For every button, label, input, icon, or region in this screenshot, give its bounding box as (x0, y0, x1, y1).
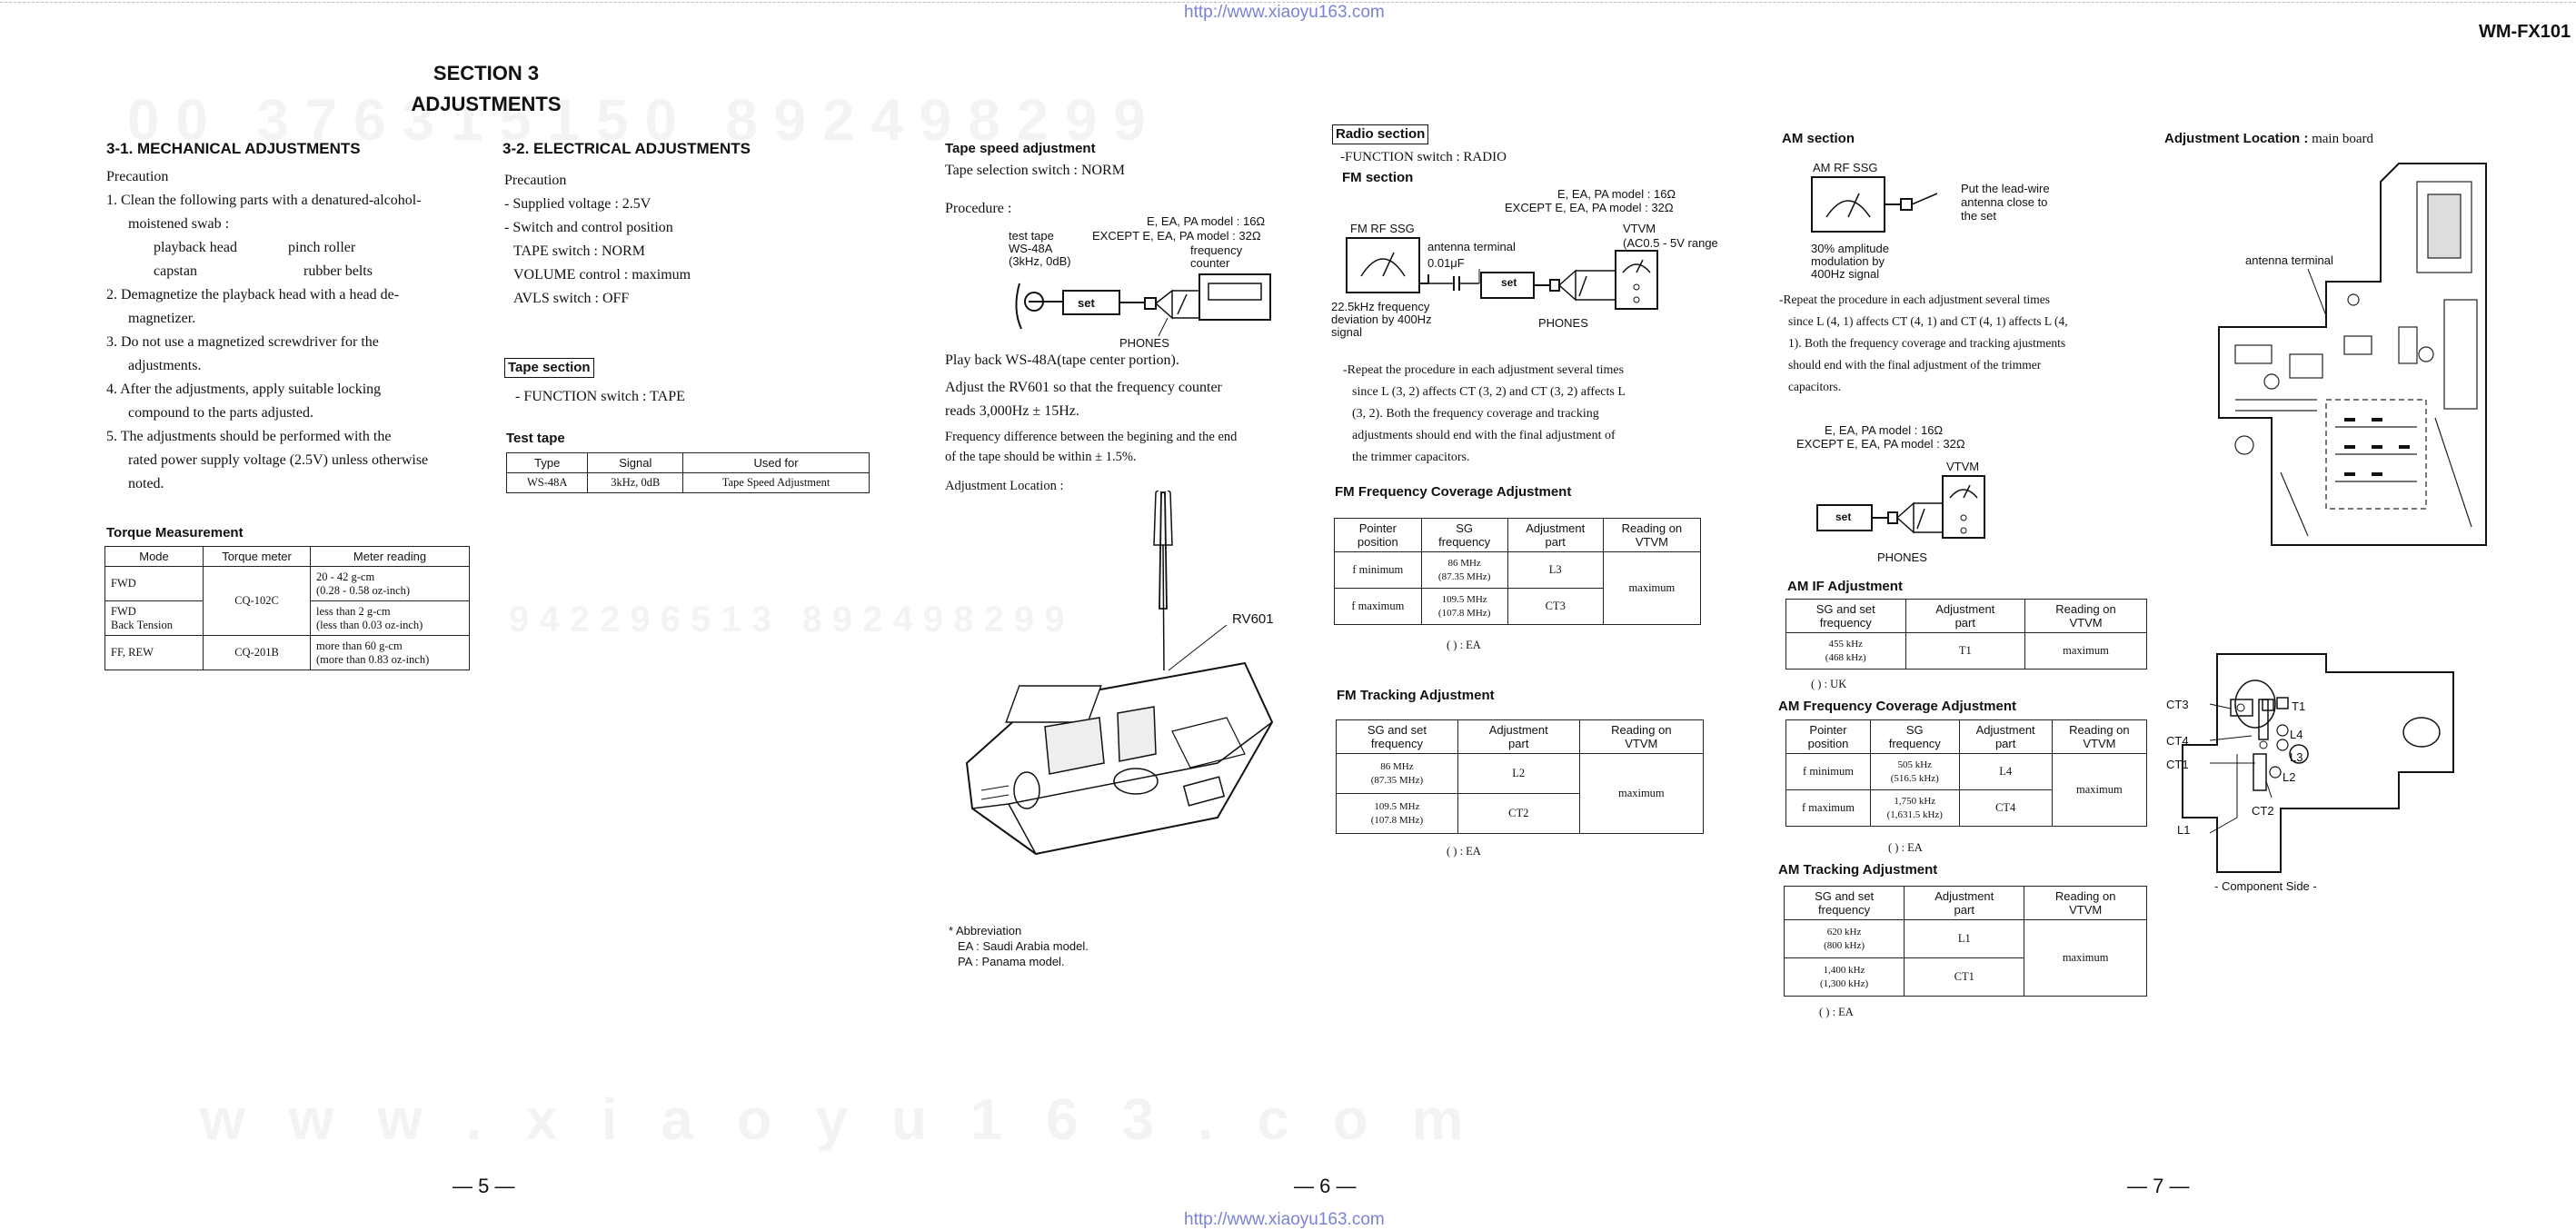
step-1-line-2: moistened swab : (128, 216, 230, 232)
top-rule (0, 2, 2576, 5)
torque-title: Torque Measurement (106, 525, 244, 541)
fmcov-h2b: frequency (1438, 535, 1491, 549)
fm-vtvm-box (1616, 251, 1657, 309)
part-pinch-roller: pinch roller (288, 240, 356, 255)
ct4-label: CT4 (2166, 734, 2189, 748)
amcov-max: maximum (2052, 754, 2146, 827)
step-5-line-1: 5. The adjustments should be performed with the (106, 429, 392, 444)
speed-p3a: Frequency difference between the begining and the end (945, 430, 1238, 444)
th-used-for: Used for (683, 453, 870, 473)
amif-455: 455 kHz (1828, 638, 1864, 650)
am-repeat-1: -Repeat the procedure in each adjustment several times (1779, 293, 2051, 306)
speed-text (945, 349, 1305, 498)
amif-title: AM IF Adjustment (1787, 579, 1903, 594)
am-d2-vtvm: VTVM (1946, 460, 1980, 473)
amtrk-ct1: CT1 (1905, 958, 2024, 997)
step-5-line-2: rated power supply voltage (2.5V) unless otherwise (128, 452, 429, 468)
adj-location-label: Adjustment Location : (2164, 131, 2309, 146)
am-repeat-3: 1). Both the frequency coverage and tracking ajustments (1788, 336, 2066, 350)
abbr-pa: PA : Panama model. (958, 955, 1065, 968)
am-section-label: AM section (1782, 131, 1855, 146)
am-vtvm-box (1943, 476, 1984, 538)
abbreviation-note (949, 923, 1089, 969)
mech-heading: 3-1. MECHANICAL ADJUSTMENTS (106, 140, 361, 157)
am-d-ssg: AM RF SSG (1813, 161, 1878, 174)
speed-d-fc2: counter (1190, 256, 1230, 270)
l1-label: L1 (2177, 823, 2191, 837)
amif-max: maximum (2025, 633, 2147, 670)
fmtrk-table (1336, 719, 1704, 834)
elec-tape-switch: TAPE switch : NORM (513, 243, 645, 259)
fmtrk-h3a: Reading on (1611, 723, 1672, 737)
elec-heading: 3-2. ELECTRICAL ADJUSTMENTS (502, 140, 751, 157)
section-title: ADJUSTMENTS (411, 93, 562, 115)
am-ssg-box (1812, 177, 1885, 232)
fmtrk-max: maximum (1579, 754, 1703, 834)
test-tape-title: Test tape (506, 431, 565, 446)
amcov-16315: (1,631.5 kHz) (1886, 808, 1943, 820)
test-tape-table (506, 452, 870, 493)
amif-h1a: SG and set (1815, 602, 1875, 616)
fm-d-set: set (1501, 276, 1517, 289)
l4-label: L4 (2290, 728, 2303, 741)
t1-label: T1 (2292, 699, 2306, 713)
amtrk-title: AM Tracking Adjustment (1778, 862, 1938, 878)
th-mode: Mode (105, 547, 204, 567)
fm-repeat-1: -Repeat the procedure in each adjustment several times (1343, 363, 1625, 377)
amtrk-l1: L1 (1905, 920, 2024, 958)
fmcov-h1a: Pointer (1358, 521, 1397, 535)
amcov-505: 505 kHz (1897, 759, 1933, 770)
ct2-label: CT2 (2252, 804, 2274, 818)
fmtrk-h2b: part (1508, 737, 1529, 750)
fm-repeat-4: adjustments should end with the final adjustment of (1352, 429, 1616, 442)
am-d-mod3: 400Hz signal (1811, 267, 1880, 281)
walkman-drawing (954, 491, 1281, 863)
fmtrk-1078: (107.8 MHz) (1370, 814, 1424, 826)
cell-ff-rew: FF, REW (105, 636, 204, 670)
am-d-put2: antenna close to (1961, 195, 2048, 209)
tape-section-label: Tape section (504, 358, 594, 378)
rv601-label: RV601 (1232, 611, 1274, 627)
fmtrk-title: FM Tracking Adjustment (1337, 688, 1495, 703)
part-capstan: capstan (154, 263, 197, 279)
am-d2-phones: PHONES (1877, 551, 1927, 564)
cell-cq102c: CQ-102C (204, 567, 311, 636)
fm-d-phones: PHONES (1538, 316, 1588, 330)
amtrk-note: ( ) : EA (1819, 1006, 1854, 1018)
radio-func: -FUNCTION switch : RADIO (1340, 150, 1507, 164)
th-signal: Signal (588, 453, 683, 473)
step-4-line-1: 4. After the adjustments, apply suitable locking (106, 382, 382, 397)
radio-section-label: Radio section (1332, 124, 1428, 144)
cell-ws48a: WS-48A (507, 473, 588, 493)
am-d2-model1: E, EA, PA model : 16Ω (1825, 423, 1944, 437)
fmcov-h1b: position (1357, 535, 1398, 549)
fm-d-model1: E, EA, PA model : 16Ω (1557, 187, 1676, 201)
fm-d-cap: 0.01μF (1427, 256, 1465, 270)
fm-d-model2: EXCEPT E, EA, PA model : 32Ω (1505, 201, 1674, 214)
speed-switch: Tape selection switch : NORM (945, 163, 1125, 178)
fmcov-ct3: CT3 (1507, 589, 1603, 625)
fmtrk-86: 86 MHz (1380, 760, 1414, 772)
amtrk-h1a: SG and set (1815, 889, 1875, 903)
speed-p2b: reads 3,000Hz ± 15Hz. (945, 403, 1079, 419)
fmcov-8735: (87.35 MHz) (1437, 570, 1491, 582)
am-ssg-diagram (1810, 175, 1946, 239)
fm-d-vtvm: VTVM (1623, 222, 1656, 235)
fm-d-dev3: signal (1331, 325, 1362, 339)
amcov-h4a: Reading on (2069, 723, 2130, 737)
fm-repeat-2: since L (3, 2) affects CT (3, 2) and CT (3, 2) affects L (1352, 385, 1626, 399)
am-repeat-2: since L (4, 1) affects CT (4, 1) and CT (4, 1) affects L (4, (1788, 314, 2068, 328)
th-type: Type (507, 453, 588, 473)
fmcov-note: ( ) : EA (1447, 639, 1481, 651)
amcov-h3b: part (1994, 737, 2016, 750)
am-d-mod1: 30% amplitude (1811, 242, 1889, 255)
cell-fwd: FWD (105, 567, 204, 601)
amcov-h1b: position (1807, 737, 1849, 750)
fmtrk-h1b: frequency (1370, 737, 1423, 750)
elec-avls: AVLS switch : OFF (513, 291, 630, 306)
amtrk-620: 620 kHz (1826, 926, 1862, 937)
fmcov-h3a: Adjustment (1526, 521, 1586, 535)
elec-switch-position: - Switch and control position (504, 220, 673, 235)
am-d2-model2: EXCEPT E, EA, PA model : 32Ω (1796, 437, 1965, 451)
fm-d-ssg: FM RF SSG (1350, 222, 1415, 235)
cell-r1-reading-oz: (0.28 - 0.58 oz-inch) (316, 583, 411, 597)
speed-d-fc1: frequency (1190, 243, 1243, 257)
section-number: SECTION 3 (433, 62, 540, 84)
amtrk-h3b: VTVM (2069, 903, 2103, 917)
fmcov-fmax: f maximum (1335, 589, 1422, 625)
th-meter-reading: Meter reading (311, 547, 470, 567)
fmtrk-note: ( ) : EA (1447, 845, 1481, 858)
step-2-line-1: 2. Demagnetize the playback head with a head de- (106, 287, 400, 303)
cell-back-tension: Back Tension (111, 618, 173, 631)
amcov-ct4: CT4 (1959, 790, 2052, 827)
cell-r2-reading: less than 2 g-cm (316, 604, 391, 618)
model-name: WM-FX101 (2479, 22, 2571, 42)
speed-d-tape2: WS-48A (1009, 242, 1053, 255)
amcov-h1a: Pointer (1809, 723, 1847, 737)
page-number-5: — 5 — (453, 1175, 515, 1197)
step-5-line-3: noted. (128, 476, 164, 491)
torque-table (104, 546, 470, 670)
speed-p3b: of the tape should be within ± 1.5%. (945, 450, 1137, 464)
component-side-drawing (2181, 636, 2472, 881)
fmtrk-h1a: SG and set (1367, 723, 1427, 737)
fmtrk-ct2: CT2 (1457, 794, 1579, 834)
fmcov-max: maximum (1603, 552, 1700, 625)
main-board-drawing (2217, 145, 2490, 554)
am-d-put3: the set (1961, 209, 1997, 223)
part-playback-head: playback head (154, 240, 237, 255)
cell-r2-reading-oz: (less than 0.03 oz-inch) (316, 618, 423, 631)
amcov-fmin: f minimum (1786, 754, 1871, 790)
component-side-label: - Component Side - (2214, 879, 2317, 893)
fm-d-antenna: antenna terminal (1427, 240, 1516, 253)
header-url[interactable]: http://www.xiaoyu163.com (1184, 3, 1385, 22)
ct3-label: CT3 (2166, 698, 2189, 711)
fm-d-dev2: deviation by 400Hz (1331, 312, 1432, 326)
mech-precaution: Precaution (106, 169, 169, 184)
speed-p1: Play back WS-48A(tape center portion). (945, 352, 1179, 368)
speed-p2a: Adjust the RV601 so that the frequency counter (945, 380, 1222, 395)
elec-voltage: - Supplied voltage : 2.5V (504, 196, 651, 212)
fm-ssg-box (1347, 238, 1419, 293)
am-d-mod2: modulation by (1811, 254, 1885, 268)
am-d2-set: set (1835, 511, 1852, 523)
step-3-line-2: adjustments. (128, 358, 202, 373)
step-3-line-1: 3. Do not use a magnetized screwdriver for the (106, 334, 379, 350)
fmcov-h4b: VTVM (1635, 535, 1668, 549)
amcov-note: ( ) : EA (1888, 841, 1923, 854)
mech-steps (106, 189, 472, 496)
speed-procedure: Procedure : (945, 201, 1012, 216)
amcov-table (1785, 719, 2147, 827)
step-4-line-2: compound to the parts adjusted. (128, 405, 313, 421)
fm-repeat-5: the trimmer capacitors. (1352, 451, 1470, 464)
speed-d-set: set (1078, 296, 1095, 310)
amif-h1b: frequency (1819, 616, 1872, 630)
antenna-terminal-label: antenna terminal (2245, 253, 2333, 267)
amcov-l4: L4 (1959, 754, 2052, 790)
frequency-counter-box (1199, 274, 1270, 320)
abbr-ea: EA : Saudi Arabia model. (958, 939, 1089, 953)
amcov-title: AM Frequency Coverage Adjustment (1778, 699, 2016, 714)
fmtrk-h2a: Adjustment (1488, 723, 1548, 737)
amcov-h2a: SG (1905, 723, 1924, 737)
page-number-6: — 6 — (1294, 1175, 1357, 1197)
fmtrk-h3b: VTVM (1625, 737, 1658, 750)
footer-url[interactable]: http://www.xiaoyu163.com (1184, 1210, 1385, 1229)
fm-section-label: FM section (1342, 170, 1414, 185)
cell-tape-speed: Tape Speed Adjustment (683, 473, 870, 493)
th-torque-meter: Torque meter (204, 547, 311, 567)
cell-r3-reading: more than 60 g-cm (316, 639, 403, 652)
l3-label: L3 (2290, 750, 2303, 764)
fm-d-range: (AC0.5 - 5V range (1623, 236, 1718, 250)
amtrk-max: maximum (2024, 920, 2147, 997)
amcov-fmax: f maximum (1786, 790, 1871, 827)
speed-connection-diagram (1009, 263, 1281, 345)
am-d-put1: Put the lead-wire (1961, 182, 2050, 195)
amtrk-h1b: frequency (1818, 903, 1871, 917)
fmcov-86: 86 MHz (1447, 557, 1481, 569)
speed-d-model2: EXCEPT E, EA, PA model : 32Ω (1092, 229, 1261, 243)
step-2-line-2: magnetizer. (128, 311, 196, 326)
cell-r1-reading: 20 - 42 g-cm (316, 570, 375, 583)
speed-d-model1: E, EA, PA model : 16Ω (1147, 214, 1266, 228)
amcov-h4b: VTVM (2083, 737, 2116, 750)
am-repeat-4: should end with the final adjustment of the trimmer (1788, 358, 2042, 372)
amif-note: ( ) : UK (1811, 678, 1847, 690)
fmcov-h4a: Reading on (1621, 521, 1683, 535)
watermark-row-3 (200, 1086, 1464, 1153)
amcov-1750: 1,750 kHz (1894, 795, 1936, 807)
fmcov-1078: (107.8 MHz) (1437, 607, 1491, 619)
fm-repeat-3: (3, 2). Both the frequency coverage and tracking (1352, 407, 1599, 421)
step-1-line-1: 1. Clean the following parts with a denatured-alcohol- (106, 193, 422, 208)
cell-fwd2: FWD (111, 604, 136, 618)
amcov-5165: (516.5 kHz) (1890, 772, 1939, 784)
amif-table (1785, 599, 2147, 670)
part-rubber-belts: rubber belts (303, 263, 373, 279)
amif-h2a: Adjustment (1935, 602, 1995, 616)
amif-h3a: Reading on (2055, 602, 2116, 616)
amtrk-h3a: Reading on (2054, 889, 2116, 903)
fmtrk-8735: (87.35 MHz) (1370, 774, 1424, 786)
abbr-title: * Abbreviation (949, 924, 1022, 937)
am-repeat-note (1779, 289, 2068, 398)
fmcov-h2a: SG (1456, 521, 1474, 535)
func-tape: - FUNCTION switch : TAPE (515, 389, 685, 404)
am-connection-diagram (1815, 472, 1997, 545)
l2-label: L2 (2283, 770, 2296, 784)
fmcov-l3: L3 (1507, 552, 1603, 589)
amif-h2b: part (1954, 616, 1975, 630)
fmcov-table (1334, 518, 1701, 625)
amtrk-table (1784, 886, 2147, 997)
amif-h3b: VTVM (2069, 616, 2103, 630)
amif-468: (468 kHz) (1825, 651, 1866, 663)
speed-adj-loc: Adjustment Location : (945, 479, 1064, 493)
am-repeat-5: capacitors. (1788, 380, 1842, 393)
fmcov-h3b: part (1545, 535, 1566, 549)
elec-precaution: Precaution (504, 173, 567, 188)
amcov-h2b: frequency (1888, 737, 1941, 750)
elec-volume: VOLUME control : maximum (513, 267, 691, 283)
cell-cq201b: CQ-201B (204, 636, 311, 670)
elec-list (504, 169, 691, 311)
amif-t1: T1 (1905, 633, 2025, 670)
speed-d-tape1: test tape (1009, 229, 1054, 243)
speed-heading: Tape speed adjustment (945, 141, 1096, 156)
page-number-7: — 7 — (2127, 1175, 2190, 1197)
adj-location-board: main board (2312, 132, 2373, 146)
speed-d-tape3: (3kHz, 0dB) (1009, 254, 1071, 268)
fmcov-1095: 109.5 MHz (1441, 593, 1487, 605)
cell-3khz: 3kHz, 0dB (588, 473, 683, 493)
amtrk-1400: 1,400 kHz (1823, 964, 1865, 976)
fmtrk-1095: 109.5 MHz (1374, 800, 1420, 812)
amtrk-h2a: Adjustment (1934, 889, 1994, 903)
amcov-h3a: Adjustment (1975, 723, 2035, 737)
amtrk-h2b: part (1954, 903, 1974, 917)
fmcov-title: FM Frequency Coverage Adjustment (1335, 484, 1572, 500)
fmtrk-l2: L2 (1457, 754, 1579, 794)
cell-r3-reading-oz: (more than 0.83 oz-inch) (316, 652, 430, 666)
fm-repeat-note (1343, 360, 1626, 469)
amtrk-800: (800 kHz) (1824, 939, 1865, 951)
amtrk-1300: (1,300 kHz) (1820, 977, 1869, 989)
ct1-label: CT1 (2166, 758, 2189, 771)
fm-d-dev1: 22.5kHz frequency (1331, 300, 1430, 313)
fmcov-fmin: f minimum (1335, 552, 1422, 589)
speed-d-phones: PHONES (1119, 336, 1169, 350)
